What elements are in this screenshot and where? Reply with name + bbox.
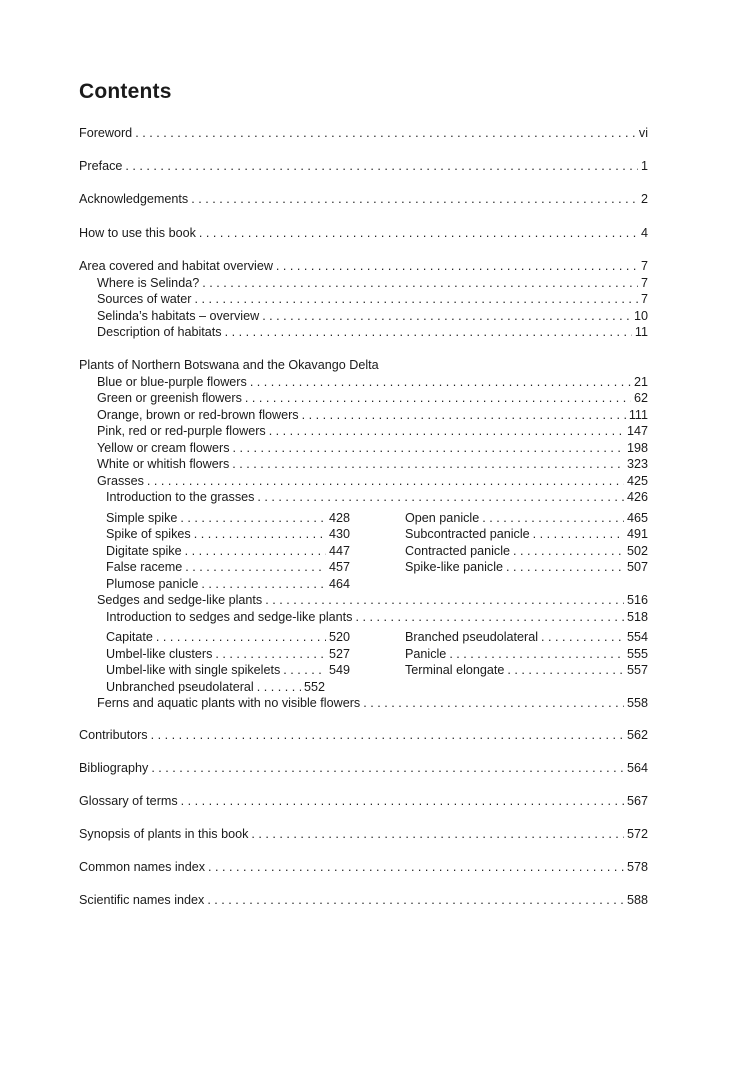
toc-entry: [106, 576, 350, 592]
toc-entry-label: Spike-like panicle: [405, 560, 504, 574]
toc-entry-page-number: 430: [328, 527, 350, 541]
toc-entry: [106, 559, 350, 575]
toc-entry: [97, 407, 648, 423]
toc-entry: [106, 609, 648, 625]
toc-entry-label: Bibliography: [79, 761, 149, 775]
toc-entry-label: Blue or blue-purple flowers: [97, 375, 247, 389]
toc-entry-label: Terminal elongate: [405, 663, 505, 677]
toc-entry-label: Digitate spike: [106, 544, 182, 558]
toc-entry-label: Introduction to sedges and sedge-like plants: [106, 610, 353, 624]
toc-entry-label: Preface: [79, 159, 123, 173]
toc-entry-label: Plumose panicle: [106, 577, 199, 591]
toc-entry: [97, 291, 648, 307]
toc-entry: [405, 526, 648, 542]
dot-leader: [135, 125, 636, 141]
toc-entry-page-number: 457: [328, 560, 350, 574]
toc-entry-page-number: 4: [640, 226, 648, 240]
toc-entry-page-number: 562: [626, 728, 648, 742]
toc-entry-label: Green or greenish flowers: [97, 391, 242, 405]
toc-entry-label: Contributors: [79, 728, 148, 742]
dot-leader: [276, 258, 638, 274]
dot-leader: [195, 291, 638, 307]
toc-entry: [405, 629, 648, 645]
toc-entry: [405, 646, 648, 662]
toc-entry-page-number: 7: [640, 259, 648, 273]
toc-entry-page-number: 7: [640, 276, 648, 290]
toc-entry-label: Glossary of terms: [79, 794, 178, 808]
toc-entry: [405, 510, 648, 526]
toc-entry: [79, 191, 648, 207]
toc-entry: [97, 390, 648, 406]
dot-leader: [283, 662, 326, 678]
toc-entry-page-number: 516: [626, 593, 648, 607]
toc-entry-label: Panicle: [405, 647, 447, 661]
toc-entry-page-number: 558: [626, 696, 648, 710]
toc-entry-page-number: 425: [626, 474, 648, 488]
toc-entry: [97, 456, 648, 472]
toc-entry: [405, 559, 648, 575]
toc-entry: [106, 526, 350, 542]
dot-leader: [251, 826, 624, 842]
toc-entry-page-number: 520: [328, 630, 350, 644]
toc-entry-page-number: 518: [626, 610, 648, 624]
dot-leader: [202, 275, 638, 291]
toc-entry-label: Where is Selinda?: [97, 276, 200, 290]
toc-entry: [405, 543, 648, 559]
toc-entry-page-number: 555: [626, 647, 648, 661]
dot-leader: [151, 727, 624, 743]
dot-leader: [232, 456, 624, 472]
dot-leader: [506, 559, 624, 575]
toc-entry: [97, 275, 648, 291]
dot-leader: [449, 646, 624, 662]
toc-entry-page-number: vi: [638, 126, 648, 140]
toc-entry-label: False raceme: [106, 560, 183, 574]
toc-entry-page-number: 567: [626, 794, 648, 808]
toc-entry: [97, 308, 648, 324]
toc-entry-label: Plants of Northern Botswana and the Okavango Delta: [79, 358, 379, 372]
dot-leader: [181, 793, 624, 809]
toc-entry-label: Open panicle: [405, 511, 480, 525]
toc-entry-page-number: 11: [634, 325, 648, 339]
toc-entry: [97, 374, 648, 390]
dot-leader: [507, 662, 624, 678]
toc-entry-page-number: 549: [328, 663, 350, 677]
dot-leader: [191, 191, 638, 207]
dot-leader: [185, 543, 326, 559]
toc-entry-label: Yellow or cream flowers: [97, 441, 230, 455]
toc-entry-label: Umbel-like with single spikelets: [106, 663, 281, 677]
toc-entry-label: Spike of spikes: [106, 527, 191, 541]
dot-leader: [245, 390, 631, 406]
dot-leader: [215, 646, 326, 662]
toc-entry-page-number: 588: [626, 893, 648, 907]
toc-entry-label: Ferns and aquatic plants with no visible flowers: [97, 696, 361, 710]
toc-entry: [106, 543, 350, 559]
dot-leader: [262, 308, 631, 324]
toc-entry: [97, 440, 648, 456]
toc-entry-page-number: 1: [640, 159, 648, 173]
dot-leader: [207, 892, 624, 908]
toc-entry-page-number: 21: [633, 375, 648, 389]
toc-entry: [106, 489, 648, 505]
dot-leader: [269, 423, 624, 439]
toc-entry-page-number: 502: [626, 544, 648, 558]
dot-leader: [208, 859, 624, 875]
toc-entry-label: Capitate: [106, 630, 153, 644]
toc-entry-page-number: 198: [626, 441, 648, 455]
dot-leader: [151, 760, 624, 776]
dot-leader: [265, 592, 624, 608]
toc-entry-label: Sedges and sedge-like plants: [97, 593, 263, 607]
toc-entry-label: Grasses: [97, 474, 144, 488]
dot-leader: [199, 225, 638, 241]
toc-entry-page-number: 554: [626, 630, 648, 644]
toc-entry-label: Introduction to the grasses: [106, 490, 255, 504]
toc-entry: [405, 662, 648, 678]
dot-leader: [233, 440, 624, 456]
toc-entry-page-number: 552: [303, 680, 325, 694]
dot-leader: [533, 526, 624, 542]
toc-entry: [79, 357, 379, 373]
toc-entry-page-number: 557: [626, 663, 648, 677]
toc-entry-label: Foreword: [79, 126, 133, 140]
dot-leader: [257, 489, 624, 505]
dot-leader: [363, 695, 624, 711]
toc-entry-page-number: 527: [328, 647, 350, 661]
toc-entry-page-number: 491: [626, 527, 648, 541]
toc-entry: [79, 258, 648, 274]
toc-entry-page-number: 507: [626, 560, 648, 574]
toc-entry: [106, 662, 350, 678]
toc-entry: [106, 510, 350, 526]
toc-entry-page-number: 564: [626, 761, 648, 775]
toc-entry: [97, 592, 648, 608]
toc-entry-label: Unbranched pseudolateral: [106, 680, 254, 694]
toc-entry: [106, 646, 350, 662]
toc-entry-page-number: 426: [626, 490, 648, 504]
toc-entry-page-number: 464: [328, 577, 350, 591]
toc-entry-page-number: 7: [640, 292, 648, 306]
toc-entry: [79, 125, 648, 141]
toc-entry: [79, 859, 648, 875]
toc-entry-label: Description of habitats: [97, 325, 222, 339]
dot-leader: [257, 679, 301, 695]
toc-entry: [79, 826, 648, 842]
toc-entry-label: Synopsis of plants in this book: [79, 827, 249, 841]
toc-entry-label: Umbel-like clusters: [106, 647, 213, 661]
toc-entry: [97, 695, 648, 711]
dot-leader: [541, 629, 624, 645]
page-title: Contents: [79, 80, 172, 103]
toc-entry: [106, 629, 350, 645]
toc-entry-page-number: 578: [626, 860, 648, 874]
dot-leader: [482, 510, 624, 526]
toc-entry-page-number: 147: [626, 424, 648, 438]
toc-entry: [97, 423, 648, 439]
toc-entry-page-number: 572: [626, 827, 648, 841]
toc-entry-label: Selinda’s habitats – overview: [97, 309, 260, 323]
toc-entry-label: Scientific names index: [79, 893, 205, 907]
toc-entry: [79, 727, 648, 743]
toc-entry-label: White or whitish flowers: [97, 457, 230, 471]
dot-leader: [201, 576, 326, 592]
toc-entry-label: Common names index: [79, 860, 205, 874]
dot-leader: [125, 158, 638, 174]
toc-entry-label: Area covered and habitat overview: [79, 259, 273, 273]
toc-entry-label: Sources of water: [97, 292, 192, 306]
dot-leader: [250, 374, 631, 390]
toc-entry-label: Simple spike: [106, 511, 178, 525]
dot-leader: [147, 473, 624, 489]
dot-leader: [180, 510, 326, 526]
toc-entry-label: Pink, red or red-purple flowers: [97, 424, 266, 438]
toc-entry-page-number: 2: [640, 192, 648, 206]
toc-entry-label: Orange, brown or red-brown flowers: [97, 408, 299, 422]
toc-entry: [79, 225, 648, 241]
toc-entry: [106, 679, 325, 695]
toc-entry: [79, 760, 648, 776]
toc-entry: [79, 158, 648, 174]
toc-entry-page-number: 447: [328, 544, 350, 558]
dot-leader: [185, 559, 326, 575]
toc-entry: [97, 473, 648, 489]
dot-leader: [302, 407, 626, 423]
toc-entry: [97, 324, 648, 340]
toc-entry-label: Branched pseudolateral: [405, 630, 539, 644]
toc-entry-page-number: 428: [328, 511, 350, 525]
toc-entry-label: Subcontracted panicle: [405, 527, 530, 541]
toc-entry-label: How to use this book: [79, 226, 196, 240]
dot-leader: [194, 526, 326, 542]
toc-entry-page-number: 111: [628, 408, 648, 422]
toc-entry-page-number: 323: [626, 457, 648, 471]
toc-entry: [79, 793, 648, 809]
toc-entry-label: Contracted panicle: [405, 544, 511, 558]
toc-entry-page-number: 62: [633, 391, 648, 405]
dot-leader: [355, 609, 624, 625]
toc-entry-page-number: 465: [626, 511, 648, 525]
dot-leader: [225, 324, 632, 340]
dot-leader: [513, 543, 624, 559]
toc-entry: [79, 892, 648, 908]
toc-entry-label: Acknowledgements: [79, 192, 189, 206]
dot-leader: [156, 629, 326, 645]
toc-entry-page-number: 10: [633, 309, 648, 323]
